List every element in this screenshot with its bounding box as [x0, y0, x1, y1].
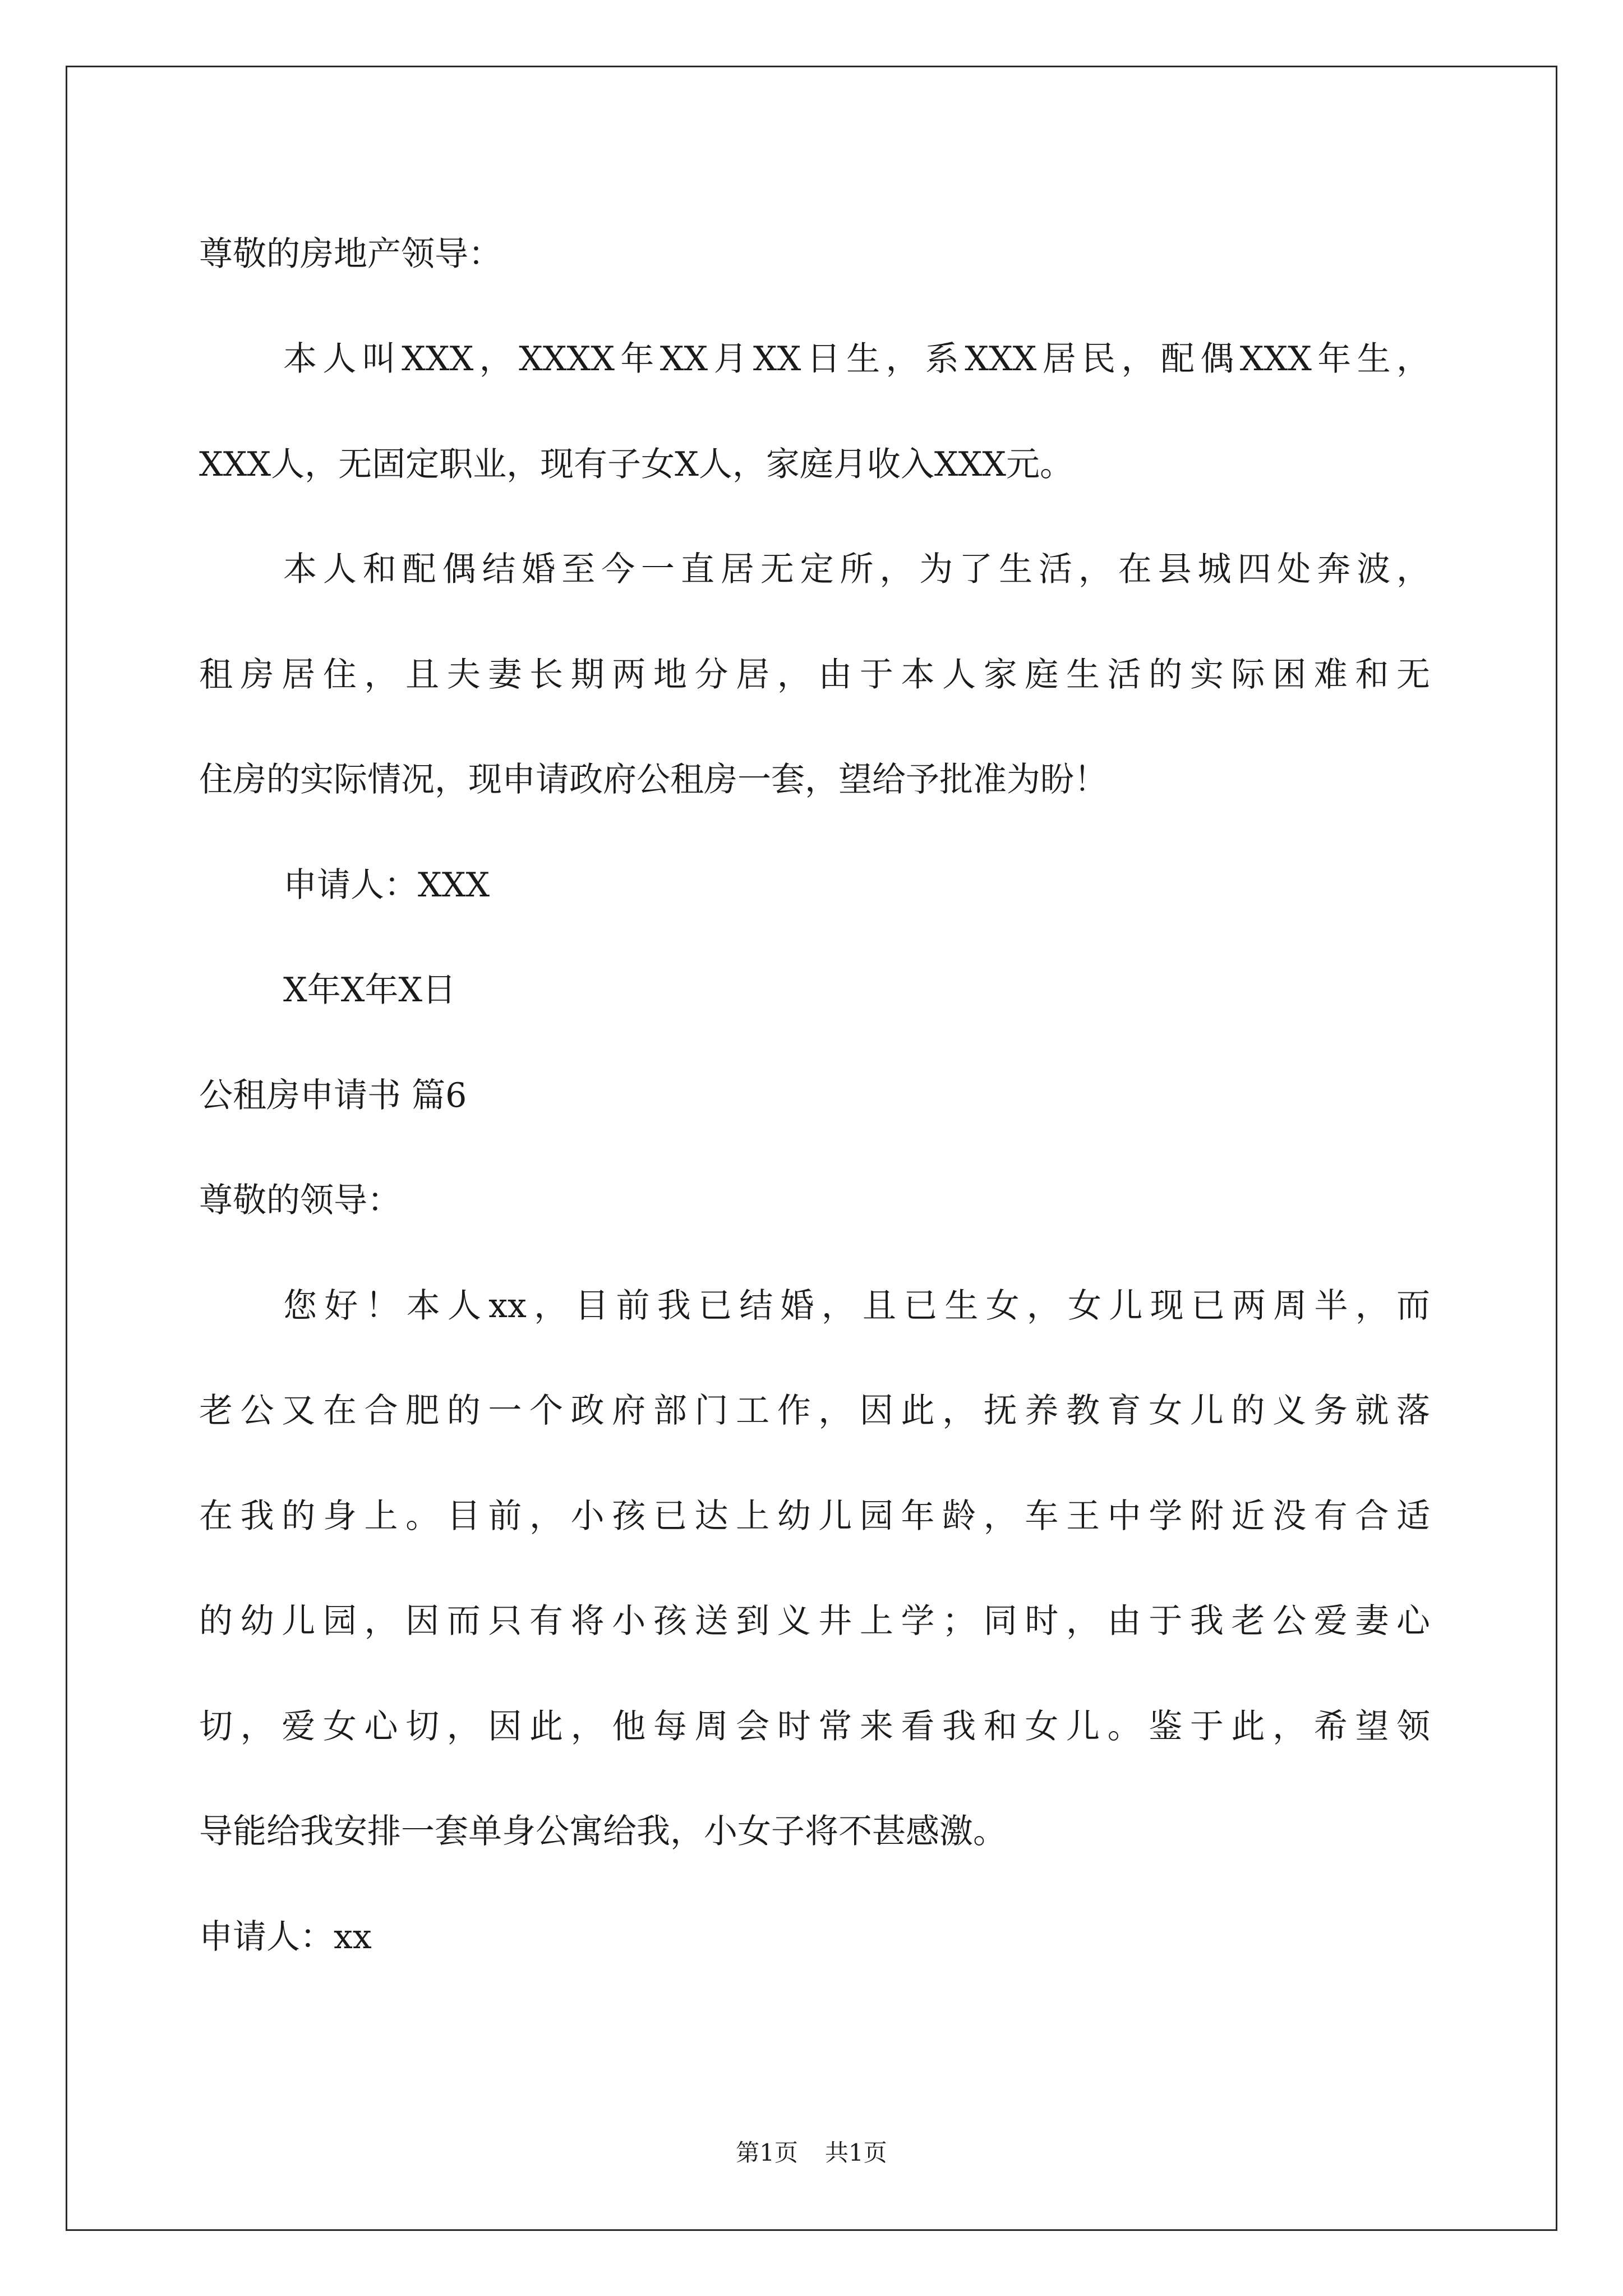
paragraph-line: 本人和配偶结婚至今一直居无定所，为了生活，在县城四处奔波， — [283, 550, 1430, 589]
date-line: X年X年X日 — [283, 970, 457, 1010]
applicant-line-2: 申请人：xx — [199, 1917, 372, 1957]
salutation-1: 尊敬的房地产领导： — [199, 234, 502, 274]
page-current: 第1页 — [736, 2139, 798, 2166]
paragraph-line: 您好！本人xx，目前我已结婚，且已生女，女儿现已两周半，而 — [283, 1286, 1430, 1326]
applicant-line-1: 申请人：XXX — [283, 866, 490, 905]
section-heading: 公租房申请书 篇6 — [199, 1076, 467, 1115]
paragraph-line: 老公又在合肥的一个政府部门工作，因此，抚养教育女儿的义务就落 — [199, 1391, 1430, 1430]
page-total: 共1页 — [825, 2139, 887, 2166]
paragraph-line: 的幼儿园，因而只有将小孩送到义井上学；同时，由于我老公爱妻心 — [199, 1602, 1430, 1641]
paragraph-line: 住房的实际情况，现申请政府公租房一套，望给予批准为盼！ — [199, 760, 1108, 799]
salutation-2: 尊敬的领导： — [199, 1181, 401, 1220]
paragraph-line: 租房居住，且夫妻长期两地分居，由于本人家庭生活的实际困难和无 — [199, 655, 1430, 694]
page-border — [66, 66, 1557, 2231]
page-footer — [0, 2137, 1623, 2169]
paragraph-line: 本人叫XXX，XXXX年XX月XX日生，系XXX居民，配偶XXX年生， — [283, 339, 1430, 379]
paragraph-line: 切，爱女心切，因此，他每周会时常来看我和女儿。鉴于此，希望领 — [199, 1707, 1430, 1746]
paragraph-line: 导能给我安排一套单身公寓给我，小女子将不甚感激。 — [199, 1812, 1007, 1851]
paragraph-line: XXX人，无固定职业，现有子女X人，家庭月收入XXX元。 — [199, 445, 1074, 484]
paragraph-line: 在我的身上。目前，小孩已达上幼儿园年龄，车王中学附近没有合适 — [199, 1497, 1430, 1536]
